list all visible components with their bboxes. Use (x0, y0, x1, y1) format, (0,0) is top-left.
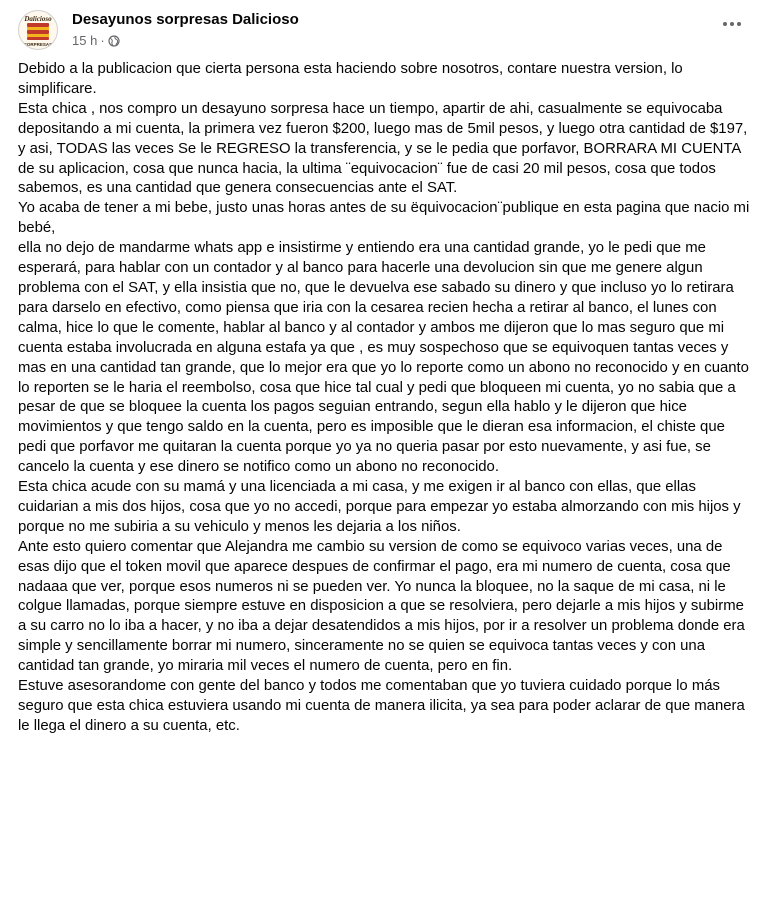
globe-icon[interactable] (108, 35, 120, 47)
post-meta (72, 33, 120, 48)
post-paragraph: Ante esto quiero comentar que Alejandra me cambio su version de como se equivoco varias veces, una de esas dijo que el token movil que aparece despues de confirmar el pago, era mi numero de cuenta, cosa que nadaaa que ver, porque esos numeros ni se pueden ver. Yo nunca la bloquee, no la saque de mi casa, ni le colgue llamadas, porque siempre estuve en disposicion a que se resolviera, pero dejarle a mis hijos y subirme a su carro no lo iba a hacer, y no iba a dejar desatendidos a mis hijos, por ir a resolver un problema donde era simple y sencillamente borrar mi numero, sinceramente no se quien se equivoca tantas veces y con una cantidad tan grande, yo miraria mil veces el numero de cuenta, pero en fin. (18, 538, 745, 675)
logo-bottom-text: SORPRESAS (23, 42, 53, 47)
logo-top-text: Dalicioso (24, 15, 52, 23)
post-paragraph: Esta chica acude con su mamá y una licenciada a mi casa, y me exigen ir al banco con ellas, que ellas cuidarian a mis dos hijos, cosa que yo no accedi, porque para empezar yo estaba almorzando con mis hijos y porque no me subiria a su vehiculo y menos les dejaria a los niños. (18, 479, 741, 535)
more-options-icon[interactable] (718, 14, 746, 34)
post-paragraph: Yo acaba de tener a mi bebe, justo unas horas antes de su ëquivocacion¨publique en esta pagina que nacio mi bebé, (18, 200, 750, 237)
page-name[interactable]: Desayunos sorpresas Dalicioso (72, 11, 299, 28)
post-paragraph: Debido a la publicacion que cierta persona esta haciendo sobre nosotros, contare nuestra version, lo simplificare. (18, 61, 683, 97)
meta-separator: · (100, 33, 105, 48)
post-paragraph: Estuve asesorandome con gente del banco y todos me comentaban que yo tuviera cuidado porque lo más seguro que esta chica estuviera usando mi cuenta de manera ilicita, ya sea para poder aclarar de que manera le llega el dinero a su cuenta, etc. (18, 678, 745, 734)
post-paragraph: ella no dejo de mandarme whats app e insistirme y entiendo era una cantidad grande, yo le pedi que me esperará, para hablar con un contador y al banco para hacerle una devolucion sin que me genere algun problema con el SAT, y ella insistia que no, que le devuelva ese sabado su dinero y que incluso yo lo retirara para darselo en efectivo, como piensa que iria con la cesarea recien hecha a retirar al banco, el lunes con calma, hice lo que le comente, hablar al banco y al contador y ambos me dijeron que lo mas seguro que mi cuenta estaba involucrada en alguna estafa ya que , es muy sospechoso que se equivoquen tantas veces y mas en una cantidad tan grande, que lo mejor era que yo lo reporte como un abono no reconocido y en cuanto lo reporten se le haria el reembolso, cosa que hice tal cual y pedi que bloqueen mi cuenta, yo no sabia que a pesar de que se bloquee la cuenta los pagos seguian entrando, segun ella hablo y le dijeron que hice movimientos y que tengo saldo en la cuenta, pero es imposible que le dieran esa informacion, el chiste que pedi que porfavor me quitaran la cuenta porque yo ya no queria pasar por esto nuevamente, y asi fue, se cancelo la cuenta y ese dinero se notifico como un abono no reconocido. (18, 240, 749, 476)
page-avatar[interactable] (18, 10, 58, 50)
page-logo-icon (19, 11, 57, 49)
post-time[interactable]: 15 h (72, 33, 98, 48)
post-header (18, 8, 750, 58)
post-body (18, 60, 754, 737)
post-paragraph: Esta chica , nos compro un desayuno sorpresa hace un tiempo, apartir de ahi, casualmente se equivocaba depositando a mi cuenta, la primera vez fueron $200, luego mas de 5mil pesos, y luego otra cantidad de $197, y asi, TODAS las veces Se le REGRESO la transferencia, y se le pedia que porfavor, BORRARA MI CUENTA de su aplicacion, cosa que nunca hacia, la ultima ¨equivocacion¨ fue de casi 20 mil pesos, cosa que todos sabemos, es una cantidad que genera consecuencias ante el SAT. (18, 100, 748, 197)
